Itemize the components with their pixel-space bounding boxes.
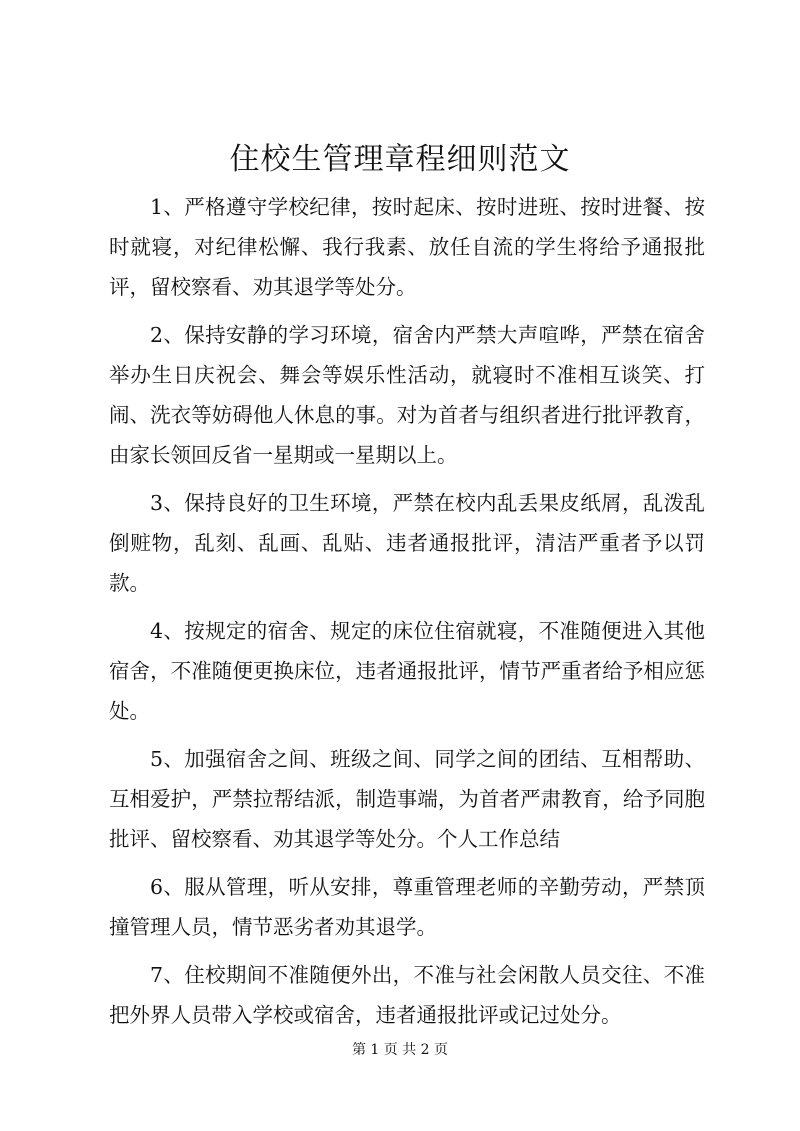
rule-paragraph-3: 3、保持良好的卫生环境，严禁在校内乱丢果皮纸屑，乱泼乱倒赃物，乱刻、乱画、乱贴、违者通报批评，清洁严重者予以罚款。 (109, 491, 705, 595)
document-body (109, 187, 705, 1043)
rule-paragraph-4: 4、按规定的宿舍、规定的床位住宿就寝，不准随便进入其他宿舍，不准随便更换床位，违者通报批评，情节严重者给予相应惩处。 (109, 619, 705, 723)
rule-paragraph-6: 6、服从管理，听从安排，尊重管理老师的辛勤劳动，严禁顶撞管理人员，情节恶劣者劝其退学。 (109, 875, 705, 939)
rule-paragraph-1: 1、严格遵守学校纪律，按时起床、按时进班、按时进餐、按时就寝，对纪律松懈、我行我素、放任自流的学生将给予通报批评，留校察看、劝其退学等处分。 (109, 195, 705, 299)
page-number-footer: 第 1 页 共 2 页 (351, 1042, 449, 1058)
rule-paragraph-5: 5、加强宿舍之间、班级之间、同学之间的团结、互相帮助、互相爱护，严禁拉帮结派，制造事端，为首者严肃教育，给予同胞批评、留校察看、劝其退学等处分。个人工作总结 (109, 747, 705, 851)
rule-paragraph-2: 2、保持安静的学习环境，宿舍内严禁大声喧哗，严禁在宿舍举办生日庆祝会、舞会等娱乐性活动，就寝时不准相互谈笑、打闹、洗衣等妨碍他人休息的事。对为首者与组织者进行批评教育，由家长领回反省一星期或一星期以上。 (109, 323, 705, 467)
rule-paragraph-7: 7、住校期间不准随便外出，不准与社会闲散人员交往、不准把外界人员带入学校或宿舍，违者通报批评或记过处分。 (109, 963, 705, 1027)
document-title: 住校生管理章程细则范文 (229, 142, 571, 177)
